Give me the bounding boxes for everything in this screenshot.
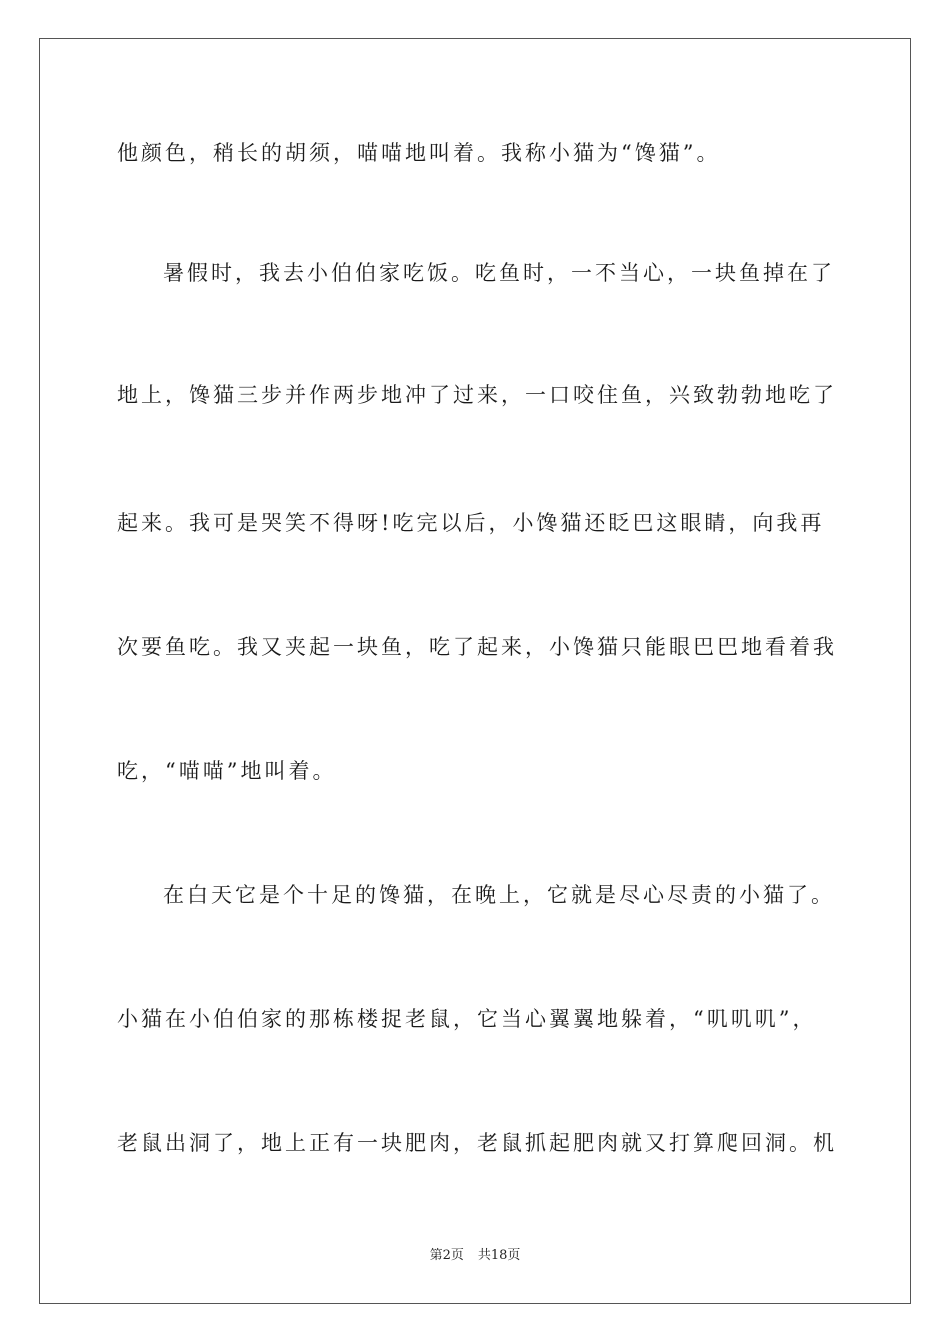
text-line-6: 吃，“喵喵”地叫着。: [117, 759, 337, 783]
text-line-7: 在白天它是个十足的馋猫，在晚上，它就是尽心尽责的小猫了。: [163, 883, 835, 907]
page-border: [39, 38, 911, 1304]
page-number: 第2页: [429, 1248, 464, 1263]
text-line-9: 老鼠出洞了，地上正有一块肥肉，老鼠抓起肥肉就又打算爬回洞。机: [117, 1131, 837, 1155]
text-line-1: 他颜色，稍长的胡须，喵喵地叫着。我称小猫为“馋猫”。: [117, 141, 721, 165]
page-footer: [0, 1247, 950, 1265]
text-line-2: 暑假时，我去小伯伯家吃饭。吃鱼时，一不当心，一块鱼掉在了: [163, 261, 835, 285]
text-line-5: 次要鱼吃。我又夹起一块鱼，吃了起来，小馋猫只能眼巴巴地看着我: [117, 635, 837, 659]
text-line-4: 起来。我可是哭笑不得呀!吃完以后，小馋猫还眨巴这眼睛，向我再: [117, 511, 825, 535]
text-line-8: 小猫在小伯伯家的那栋楼捉老鼠，它当心翼翼地躲着，“叽叽叽”，: [117, 1007, 817, 1031]
total-pages: 共18页: [477, 1248, 521, 1263]
text-line-3: 地上，馋猫三步并作两步地冲了过来，一口咬住鱼，兴致勃勃地吃了: [117, 383, 837, 407]
